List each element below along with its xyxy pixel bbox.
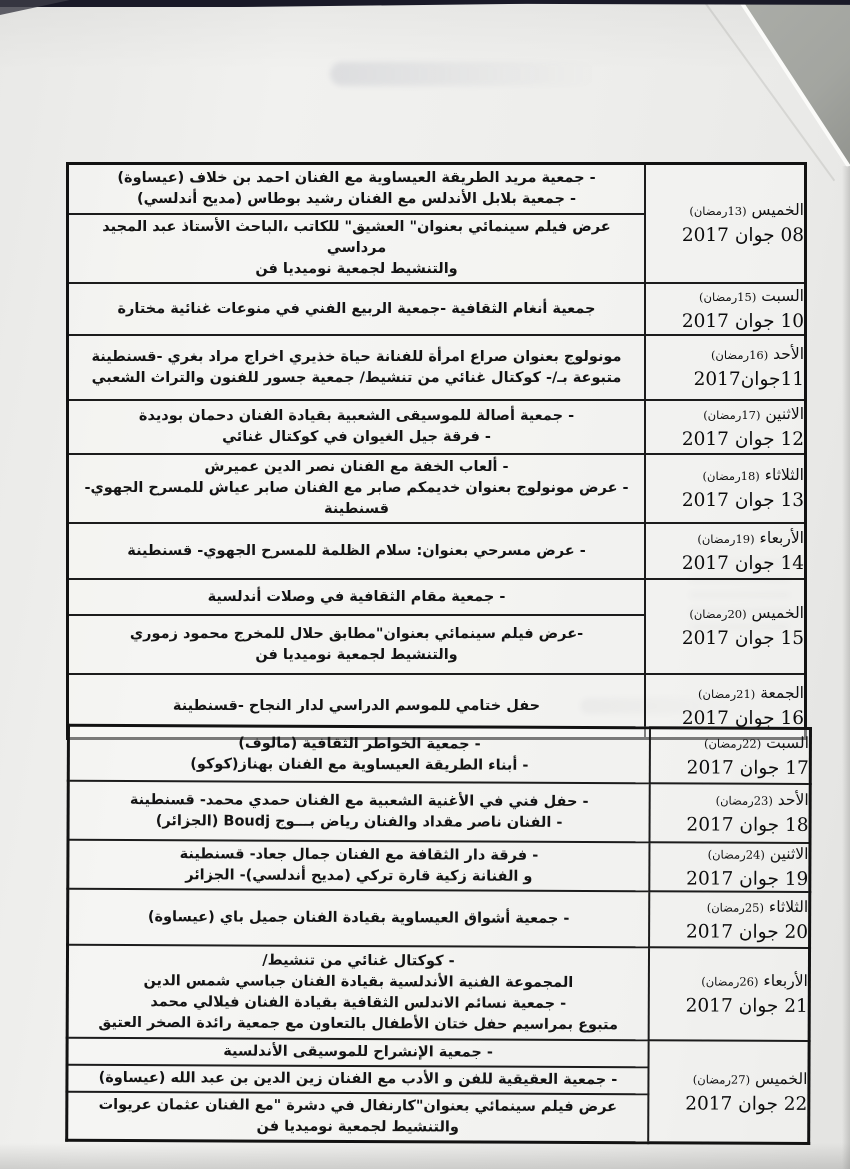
event-cell	[68, 579, 646, 615]
date-day: الجمعة (21رمضان)	[698, 683, 804, 702]
date-cell	[645, 454, 806, 523]
ink-bleed-artifact	[330, 62, 600, 86]
date-gregorian: 15 جوان 2017	[681, 628, 804, 649]
date-gregorian: 19 جوان 2017	[686, 868, 809, 890]
event-line: - جمعية العقيقية للفن و الأدب مع الفنان زين الدين بن عبد الله (عيساوة)	[98, 1069, 618, 1089]
event-line: متبوع بمراسيم حفل ختان الأطفال بالتعاون مع جمعية رائدة الصخر العتيق	[98, 1014, 618, 1033]
event-line: - جمعية مريد الطريقة العيساوية مع الفنان احمد بن خلاف (عيساوة)	[117, 170, 596, 186]
event-cell	[68, 615, 646, 674]
date-gregorian: 14 جوان 2017	[681, 552, 804, 574]
schedule-row	[68, 335, 806, 400]
event-line: - جمعية الخواطر الثقافية (مالوف)	[238, 734, 481, 753]
date-cell	[645, 335, 806, 400]
event-line: - حفل فني في الأغنية الشعبية مع الفنان حمدي محمد- قسنطينة	[129, 791, 589, 810]
date-day: الخميس (20رمضان)	[689, 604, 804, 622]
date-cell	[645, 579, 806, 674]
event-line: عرض فيلم سينمائي بعنوان" العشيق" للكاتب ،الباحث الأستاذ عبد المجيد مرداسي	[102, 219, 611, 256]
date-day: الأربعاء (19رمضان)	[697, 528, 804, 547]
event-line: - جمعية نسائم الاندلس الثقافية بقيادة الفنان فيلالي محمد	[150, 993, 567, 1012]
schedule-row	[68, 283, 806, 335]
schedule-row	[68, 400, 806, 454]
event-cell	[67, 1092, 649, 1143]
event-line: جمعية أنغام الثقافية -جمعية الربيع الفني في منوعات غنائية مختارة	[117, 300, 596, 317]
date-gregorian: 22 جوان 2017	[685, 1092, 808, 1115]
event-cell	[68, 454, 646, 523]
schedule-row	[67, 1038, 809, 1068]
event-cell	[68, 781, 650, 843]
event-line: - جمعية أشواق العيساوية بقيادة الفنان جميل باي (عيساوة)	[147, 908, 570, 927]
page-edge-shadow	[842, 166, 850, 1169]
event-line: المجموعة الفنية الأندلسية بقيادة الفنان جباسي شمس الدين	[143, 972, 574, 991]
date-day: الأحد (23رمضان)	[715, 790, 809, 809]
date-ramadan: (19رمضان)	[697, 531, 755, 546]
date-ramadan: (16رمضان)	[710, 348, 769, 362]
date-ramadan: (20رمضان)	[689, 607, 747, 621]
schedule-table-week2	[65, 724, 812, 1145]
date-day: السبت (22رمضان)	[703, 733, 809, 752]
date-gregorian: 10 جوان 2017	[681, 310, 804, 332]
date-ramadan: (17رمضان)	[703, 407, 761, 422]
date-day: الأحد (16رمضان)	[710, 345, 804, 363]
event-cell	[67, 1065, 649, 1095]
date-cell	[649, 842, 810, 892]
event-cell	[68, 164, 646, 215]
table-body-1	[68, 164, 806, 739]
schedule-table-week1	[66, 162, 807, 740]
date-ramadan: (18رمضان)	[702, 469, 760, 483]
date-day: الثلاثاء (18رمضان)	[702, 466, 804, 484]
date-ramadan: (22رمضان)	[703, 736, 762, 751]
event-line: - عرض مسرحي بعنوان: سلام الظلمة للمسرح الجهوي- قسنطينة	[127, 542, 586, 559]
date-cell	[645, 164, 806, 284]
date-gregorian: 12 جوان 2017	[681, 428, 804, 450]
scanner-edge-band-left	[0, 0, 70, 15]
event-line: - ألعاب الخفة مع الفنان نصر الدين عميرش	[204, 459, 509, 475]
event-cell	[68, 840, 650, 892]
event-line: - جمعية الإنشراح للموسيقى الأندلسية	[223, 1043, 493, 1061]
event-line: و الفنانة زكية قارة تركي (مديح أندلسي)- الجزائر	[185, 866, 533, 885]
event-line: - أبناء الطريقة العيساوية مع الفنان بهناز(كوكو)	[190, 755, 529, 774]
event-line: - جمعية بلابل الأندلس مع الفنان رشيد بوطاس (مديح أندلسي)	[136, 191, 577, 207]
event-line: - عرض مونولوج بعنوان خديمكم صابر مع الفنان صابر عياش للمسرح الجهوي- قسنطينة	[84, 480, 629, 517]
date-gregorian: 08 جوان 2017	[681, 225, 804, 246]
date-day: الخميس (13رمضان)	[689, 201, 804, 219]
date-ramadan: (13رمضان)	[689, 204, 747, 218]
event-line: - فرقة جيل الغيوان في كوكتال غنائي	[222, 429, 491, 445]
schedule-row	[68, 579, 806, 615]
event-line: حفل ختامي للموسم الدراسي لدار النجاح -قسنطينة	[172, 697, 541, 714]
event-cell	[68, 889, 650, 948]
event-cell	[68, 725, 650, 783]
date-day: الاثنين (24رمضان)	[707, 844, 809, 863]
date-gregorian: 20 جوان 2017	[685, 920, 809, 943]
date-cell	[648, 1040, 809, 1143]
event-line: متبوعة بـ/- كوكتال غنائي من تنشيط/ جمعية جسور للفنون والتراث الشعبي	[91, 369, 622, 386]
date-gregorian: 17 جوان 2017	[686, 757, 809, 779]
event-line: والتنشيط لجمعية نوميديا فن	[256, 1118, 459, 1136]
schedule-row	[68, 781, 810, 843]
table-body-2	[67, 725, 811, 1143]
date-cell	[645, 283, 806, 335]
date-day: الاثنين (17رمضان)	[703, 404, 804, 423]
date-gregorian: 11جوان2017	[693, 369, 804, 390]
schedule-row	[68, 454, 806, 523]
date-day: السبت (15رمضان)	[699, 286, 804, 305]
date-gregorian: 16 جوان 2017	[681, 707, 804, 729]
date-gregorian: 13 جوان 2017	[681, 490, 804, 511]
schedule-row	[68, 889, 810, 948]
event-line: - جمعية أصالة للموسيقى الشعبية بقيادة الفنان دحمان بوديدة	[138, 408, 575, 424]
date-ramadan: (24رمضان)	[707, 847, 765, 862]
date-cell	[645, 400, 806, 454]
date-cell	[649, 783, 810, 843]
page-bottom-shadow	[0, 1143, 850, 1169]
event-cell	[68, 335, 646, 400]
schedule-row	[68, 523, 806, 579]
event-cell	[67, 945, 649, 1041]
date-day: الثلاثاء (25رمضان)	[706, 897, 809, 916]
date-ramadan: (21رمضان)	[698, 686, 756, 701]
date-ramadan: (15رمضان)	[699, 289, 757, 304]
event-line: -عرض فيلم سينمائي بعنوان"مطابق حلال للمخرج محمود زموري	[129, 625, 584, 642]
date-gregorian: 21 جوان 2017	[685, 995, 808, 1017]
schedule-row	[68, 164, 806, 215]
date-ramadan: (25رمضان)	[706, 900, 765, 915]
date-ramadan: (23رمضان)	[715, 793, 773, 808]
event-cell	[68, 400, 646, 454]
event-cell	[67, 1038, 649, 1068]
date-gregorian: 18 جوان 2017	[686, 814, 809, 836]
event-line: - كوكتال غنائي من تنشيط/	[262, 952, 455, 969]
date-ramadan: (26رمضان)	[701, 974, 759, 989]
schedule-row	[68, 725, 810, 784]
event-line: مونولوج بعنوان صراع امرأة للفنانة حياة خذيري اخراج مراد بغري -قسنطينة	[91, 348, 622, 365]
date-cell	[649, 947, 810, 1041]
date-cell	[645, 523, 806, 579]
scanner-edge-band	[0, 0, 850, 7]
schedule-row	[67, 945, 809, 1041]
event-line: - جمعية مقام الثقافية في وصلات أندلسية	[207, 588, 506, 605]
event-line: - الفنان ناصر مقداد والفنان رياض بـــوج Boudj (الجزائر)	[155, 812, 563, 831]
date-cell	[649, 891, 810, 948]
event-line: عرض فيلم سينمائي بعنوان"كارنفال في دشرة "مع الفنان عثمان عريوات	[98, 1096, 618, 1116]
date-day: الأربعاء (26رمضان)	[701, 971, 808, 990]
event-cell	[68, 214, 646, 283]
date-day: الخميس (27رمضان)	[692, 1069, 808, 1088]
event-cell	[68, 283, 646, 335]
event-cell	[68, 523, 646, 579]
schedule-row	[68, 840, 810, 892]
event-line: والتنشيط لجمعية نوميديا فن	[255, 646, 458, 663]
date-ramadan: (27رمضان)	[692, 1071, 751, 1087]
event-line: - فرقة دار الثقافة مع الفنان جمال جعاد- قسنطينة	[179, 845, 539, 864]
event-line: والتنشيط لجمعية نوميديا فن	[255, 261, 458, 277]
date-cell	[650, 728, 811, 784]
